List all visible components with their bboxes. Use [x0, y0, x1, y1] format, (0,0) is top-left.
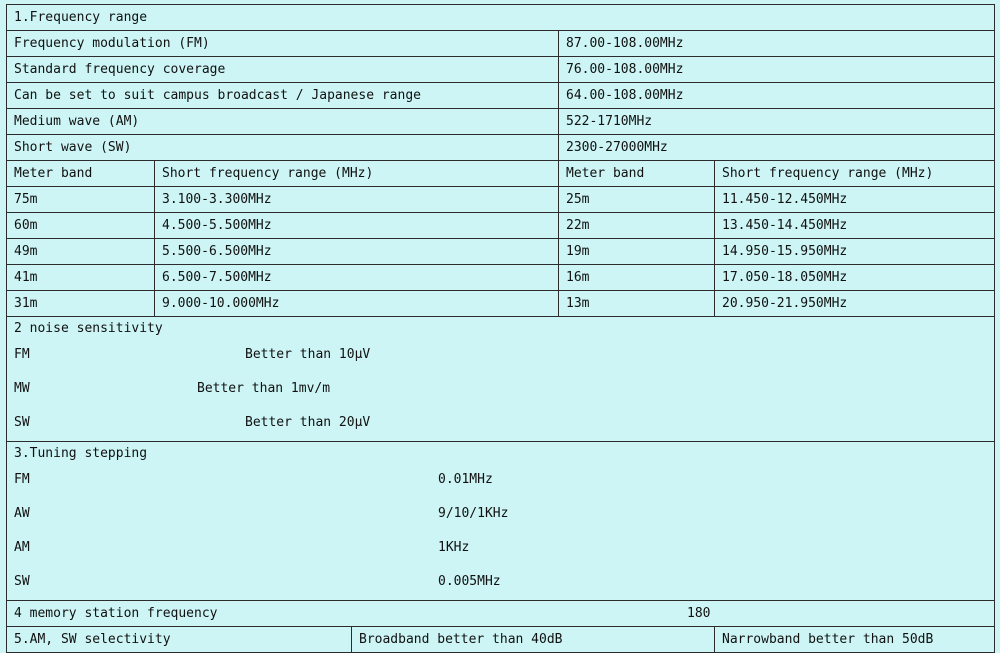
noise-item-mw	[14, 373, 994, 407]
column-header: Short frequency range (MHz)	[715, 161, 995, 187]
item-label: SW	[14, 415, 30, 430]
band-cell: 9.000-10.000MHz	[155, 291, 559, 317]
spec-label: Frequency modulation (FM)	[7, 31, 559, 57]
tuning-stepping-row	[7, 442, 995, 601]
item-label: FM	[14, 472, 30, 487]
band-cell: 41m	[7, 265, 155, 291]
item-label: AM	[14, 540, 30, 555]
band-cell: 17.050-18.050MHz	[715, 265, 995, 291]
spec-label: Medium wave (AM)	[7, 109, 559, 135]
band-cell: 31m	[7, 291, 155, 317]
memory-row	[7, 601, 995, 627]
column-header: Meter band	[559, 161, 715, 187]
spec-label: Short wave (SW)	[7, 135, 559, 161]
band-row	[7, 187, 995, 213]
item-value: 9/10/1KHz	[438, 506, 509, 521]
band-row	[7, 291, 995, 317]
spec-value: 2300-27000MHz	[559, 135, 995, 161]
band-cell: 14.950-15.950MHz	[715, 239, 995, 265]
item-value: 0.01MHz	[438, 472, 493, 487]
memory-value: 180	[687, 606, 711, 621]
spec-value: 522-1710MHz	[559, 109, 995, 135]
spec-value: 87.00-108.00MHz	[559, 31, 995, 57]
band-cell: 11.450-12.450MHz	[715, 187, 995, 213]
band-cell: 13m	[559, 291, 715, 317]
item-label: SW	[14, 574, 30, 589]
section-title: 2 noise sensitivity	[14, 321, 163, 336]
table-row	[7, 83, 995, 109]
tuning-item-sw	[14, 566, 994, 600]
narrowband-value: Narrowband better than 50dB	[715, 627, 995, 653]
band-cell: 4.500-5.500MHz	[155, 213, 559, 239]
item-label: MW	[14, 381, 30, 396]
item-value: Better than 20μV	[245, 415, 371, 430]
band-cell: 5.500-6.500MHz	[155, 239, 559, 265]
noise-sensitivity-row	[7, 317, 995, 442]
spec-label: Standard frequency coverage	[7, 57, 559, 83]
item-value: 1KHz	[438, 540, 470, 555]
item-value: Better than 10μV	[245, 347, 371, 362]
tuning-stepping-block	[7, 442, 995, 601]
column-header: Meter band	[7, 161, 155, 187]
table-row	[7, 135, 995, 161]
table-row	[7, 57, 995, 83]
noise-item-fm	[14, 339, 994, 373]
band-cell: 6.500-7.500MHz	[155, 265, 559, 291]
spec-value: 64.00-108.00MHz	[559, 83, 995, 109]
spec-value: 76.00-108.00MHz	[559, 57, 995, 83]
table-row	[7, 109, 995, 135]
band-row	[7, 239, 995, 265]
selectivity-label: 5.AM, SW selectivity	[7, 627, 352, 653]
tuning-item-fm	[14, 464, 994, 498]
band-cell: 75m	[7, 187, 155, 213]
table-row	[7, 31, 995, 57]
band-cell: 19m	[559, 239, 715, 265]
spec-label: Can be set to suit campus broadcast / Japanese range	[7, 83, 559, 109]
memory-cell	[7, 601, 995, 627]
band-cell: 13.450-14.450MHz	[715, 213, 995, 239]
band-cell: 3.100-3.300MHz	[155, 187, 559, 213]
band-cell: 16m	[559, 265, 715, 291]
band-cell: 60m	[7, 213, 155, 239]
band-row	[7, 213, 995, 239]
band-header-row	[7, 161, 995, 187]
band-cell: 20.950-21.950MHz	[715, 291, 995, 317]
noise-sensitivity-block	[7, 317, 995, 442]
spec-table	[6, 4, 995, 653]
band-cell: 25m	[559, 187, 715, 213]
noise-item-sw	[14, 407, 994, 441]
broadband-value: Broadband better than 40dB	[352, 627, 715, 653]
item-label: FM	[14, 347, 30, 362]
section-title: 1.Frequency range	[7, 5, 995, 31]
column-header: Short frequency range (MHz)	[155, 161, 559, 187]
selectivity-row	[7, 627, 995, 653]
band-row	[7, 265, 995, 291]
band-cell: 49m	[7, 239, 155, 265]
item-value: Better than 1mv/m	[197, 381, 331, 396]
band-cell: 22m	[559, 213, 715, 239]
memory-label: 4 memory station frequency	[14, 606, 218, 621]
frequency-range-header-row	[7, 5, 995, 31]
tuning-item-am	[14, 532, 994, 566]
section-title: 3.Tuning stepping	[14, 446, 148, 461]
item-label: AW	[14, 506, 30, 521]
tuning-item-aw	[14, 498, 994, 532]
item-value: 0.005MHz	[438, 574, 501, 589]
